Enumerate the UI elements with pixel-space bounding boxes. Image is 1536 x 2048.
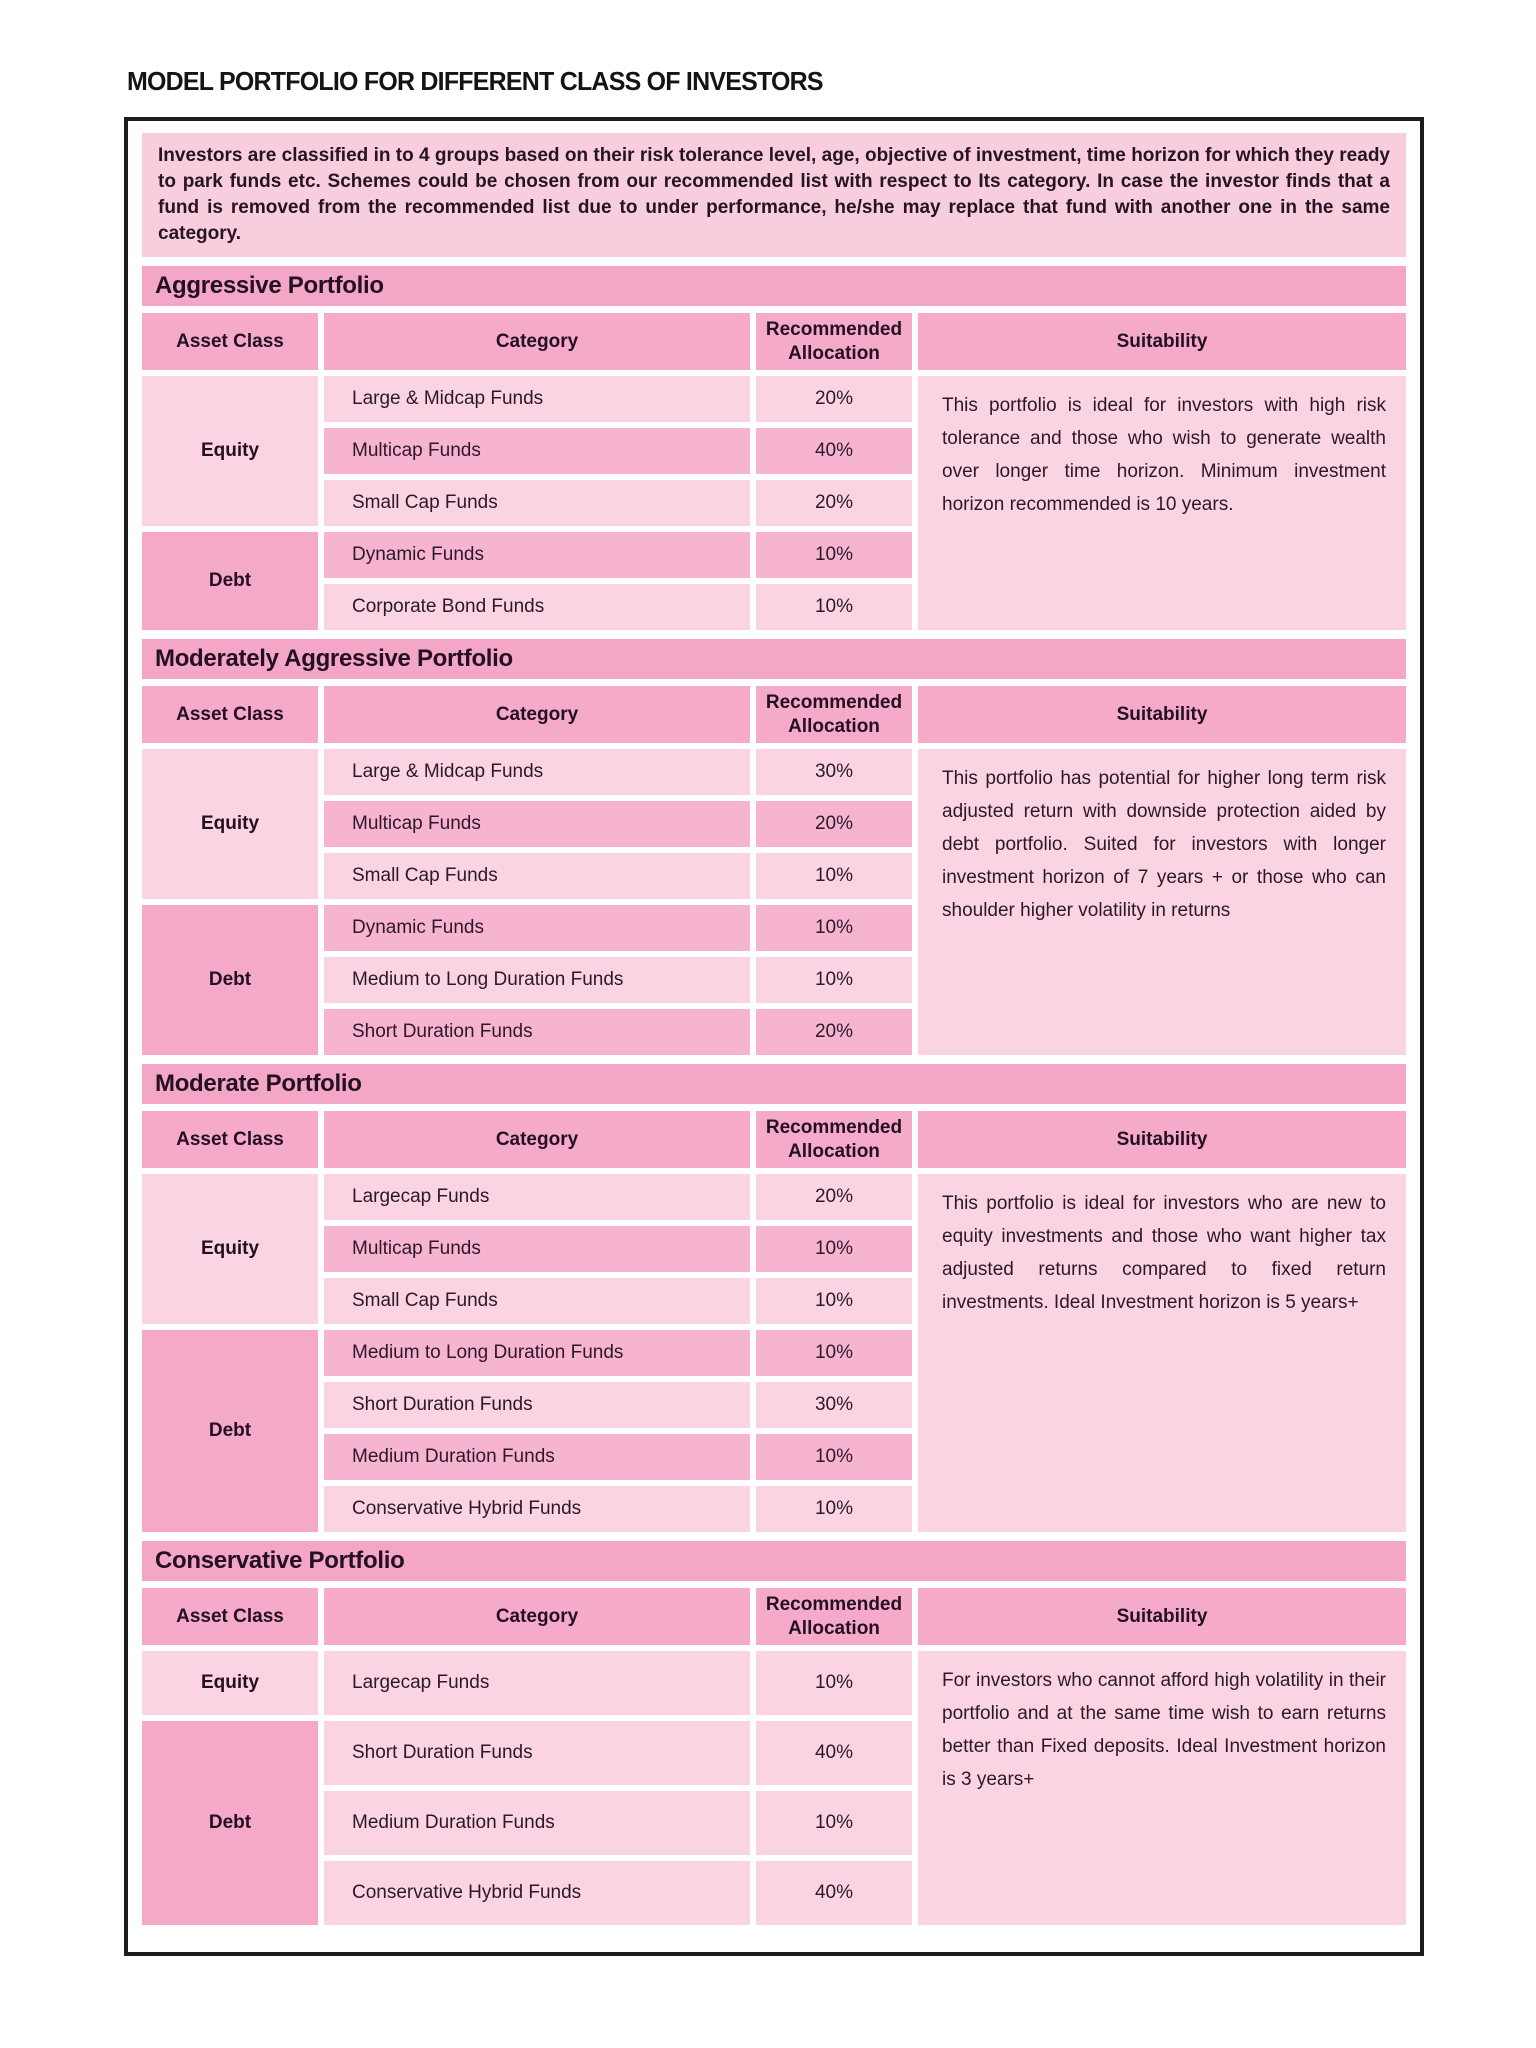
allocation-cell: 10% [756, 1434, 912, 1480]
moderate-portfolio-table [142, 1111, 1406, 1532]
allocation-cell: 10% [756, 957, 912, 1003]
allocation-cell: 10% [756, 1278, 912, 1324]
allocation-cell: 30% [756, 1382, 912, 1428]
allocation-cell: 10% [756, 905, 912, 951]
column-header-asset-class: Asset Class [142, 1111, 318, 1168]
allocation-cell: 20% [756, 376, 912, 422]
column-header-suitability: Suitability [918, 686, 1406, 743]
allocation-cell: 10% [756, 1486, 912, 1532]
moderately-aggressive-portfolio-table [142, 686, 1406, 1055]
category-cell: Corporate Bond Funds [324, 584, 750, 630]
allocation-cell: 40% [756, 1721, 912, 1785]
allocation-cell: 10% [756, 1791, 912, 1855]
category-cell: Multicap Funds [324, 1226, 750, 1272]
column-header-category: Category [324, 1588, 750, 1645]
portfolio-section-header-moderately-aggressive: Moderately Aggressive Portfolio [142, 639, 1406, 679]
category-cell: Medium Duration Funds [324, 1791, 750, 1855]
allocation-cell: 20% [756, 1174, 912, 1220]
column-header-asset-class: Asset Class [142, 686, 318, 743]
allocation-cell: 10% [756, 853, 912, 899]
suitability-cell: This portfolio is ideal for investors with high risk tolerance and those who wish to generate wealth over longer time horizon. Minimum investment horizon recommended is 10 years. [918, 376, 1406, 630]
asset-class-cell: Equity [142, 1174, 318, 1324]
document-frame [124, 117, 1424, 1956]
column-header-category: Category [324, 1111, 750, 1168]
allocation-cell: 40% [756, 1861, 912, 1925]
column-header-allocation: Recommended Allocation [756, 313, 912, 370]
allocation-cell: 10% [756, 1651, 912, 1715]
suitability-cell: This portfolio has potential for higher long term risk adjusted return with downside protection aided by debt portfolio. Suited for investors with longer investment horizon of 7 years + or those who can shoulder higher volatility in returns [918, 749, 1406, 1055]
allocation-cell: 30% [756, 749, 912, 795]
category-cell: Short Duration Funds [324, 1009, 750, 1055]
portfolio-section-header-conservative: Conservative Portfolio [142, 1541, 1406, 1581]
portfolio-section-header-aggressive: Aggressive Portfolio [142, 266, 1406, 306]
category-cell: Conservative Hybrid Funds [324, 1486, 750, 1532]
column-header-allocation: Recommended Allocation [756, 686, 912, 743]
asset-class-cell: Equity [142, 376, 318, 526]
allocation-cell: 20% [756, 480, 912, 526]
allocation-cell: 40% [756, 428, 912, 474]
category-cell: Large & Midcap Funds [324, 749, 750, 795]
column-header-allocation: Recommended Allocation [756, 1111, 912, 1168]
column-header-allocation: Recommended Allocation [756, 1588, 912, 1645]
category-cell: Medium to Long Duration Funds [324, 1330, 750, 1376]
asset-class-cell: Debt [142, 1721, 318, 1925]
aggressive-portfolio-table [142, 313, 1406, 630]
conservative-portfolio-table [142, 1588, 1406, 1925]
category-cell: Short Duration Funds [324, 1721, 750, 1785]
category-cell: Medium to Long Duration Funds [324, 957, 750, 1003]
category-cell: Conservative Hybrid Funds [324, 1861, 750, 1925]
category-cell: Largecap Funds [324, 1651, 750, 1715]
category-cell: Dynamic Funds [324, 905, 750, 951]
intro-paragraph: Investors are classified in to 4 groups based on their risk tolerance level, age, objective of investment, time horizon for which they ready to park funds etc. Schemes could be chosen from our recommended list with respect to Its category. In case the investor finds that a fund is removed from the recommended list due to under performance, he/she may replace that fund with another one in the same category. [142, 133, 1406, 257]
column-header-asset-class: Asset Class [142, 1588, 318, 1645]
category-cell: Multicap Funds [324, 801, 750, 847]
column-header-suitability: Suitability [918, 313, 1406, 370]
category-cell: Medium Duration Funds [324, 1434, 750, 1480]
column-header-category: Category [324, 686, 750, 743]
category-cell: Dynamic Funds [324, 532, 750, 578]
allocation-cell: 20% [756, 801, 912, 847]
asset-class-cell: Debt [142, 532, 318, 630]
column-header-suitability: Suitability [918, 1111, 1406, 1168]
column-header-suitability: Suitability [918, 1588, 1406, 1645]
category-cell: Small Cap Funds [324, 480, 750, 526]
asset-class-cell: Equity [142, 749, 318, 899]
page-title: MODEL PORTFOLIO FOR DIFFERENT CLASS OF INVESTORS [127, 66, 823, 96]
category-cell: Multicap Funds [324, 428, 750, 474]
suitability-cell: This portfolio is ideal for investors who are new to equity investments and those who want higher tax adjusted returns compared to fixed return investments. Ideal Investment horizon is 5 years+ [918, 1174, 1406, 1532]
allocation-cell: 10% [756, 1330, 912, 1376]
column-header-asset-class: Asset Class [142, 313, 318, 370]
allocation-cell: 10% [756, 532, 912, 578]
category-cell: Small Cap Funds [324, 853, 750, 899]
allocation-cell: 10% [756, 584, 912, 630]
category-cell: Largecap Funds [324, 1174, 750, 1220]
allocation-cell: 10% [756, 1226, 912, 1272]
suitability-cell: For investors who cannot afford high volatility in their portfolio and at the same time wish to earn returns better than Fixed deposits. Ideal Investment horizon is 3 years+ [918, 1651, 1406, 1925]
category-cell: Short Duration Funds [324, 1382, 750, 1428]
asset-class-cell: Equity [142, 1651, 318, 1715]
portfolio-section-header-moderate: Moderate Portfolio [142, 1064, 1406, 1104]
category-cell: Small Cap Funds [324, 1278, 750, 1324]
asset-class-cell: Debt [142, 1330, 318, 1532]
asset-class-cell: Debt [142, 905, 318, 1055]
allocation-cell: 20% [756, 1009, 912, 1055]
category-cell: Large & Midcap Funds [324, 376, 750, 422]
column-header-category: Category [324, 313, 750, 370]
